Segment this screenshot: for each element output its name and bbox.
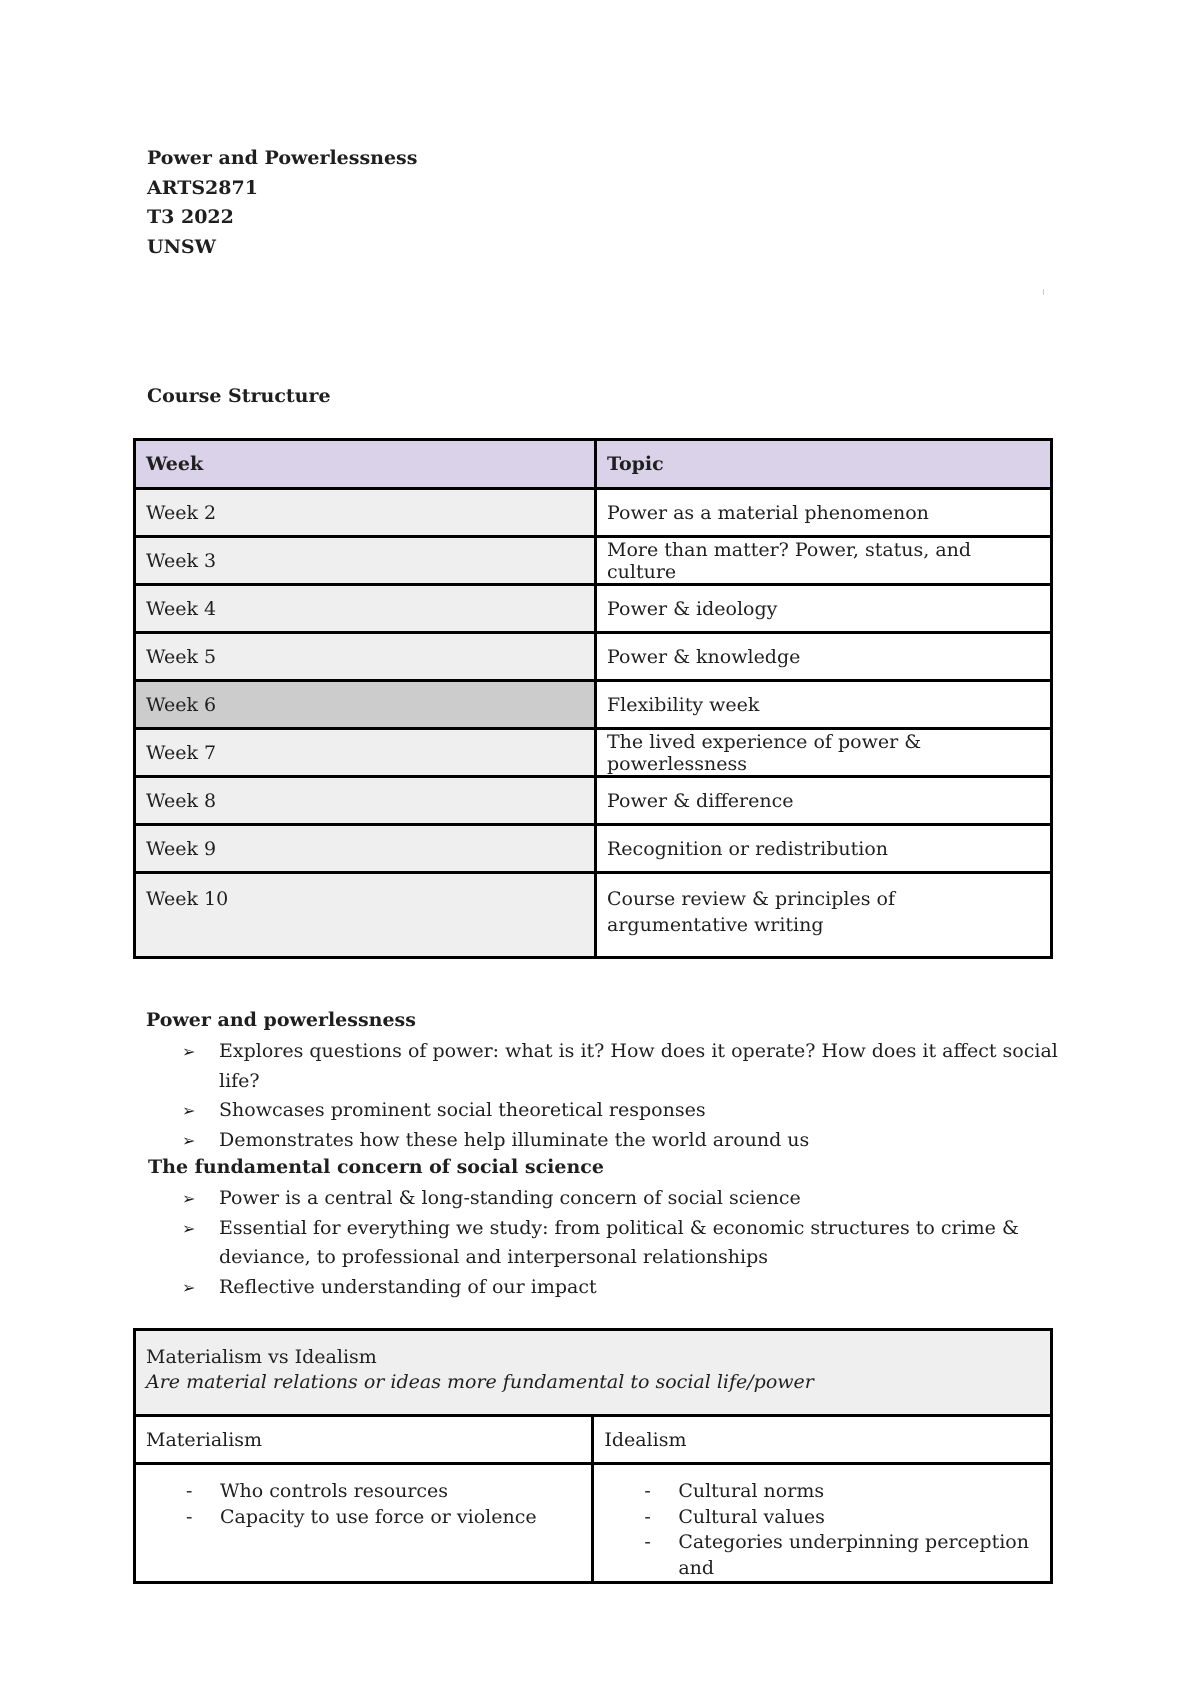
week-cell: Week 5 xyxy=(135,633,596,681)
dash-bullet-icon: - xyxy=(644,1505,651,1528)
table-subtitle: Are material relations or ideas more fundamental to social life/power xyxy=(146,1371,814,1393)
topic-cell: The lived experience of power & powerlessness xyxy=(596,729,1052,777)
stray-mark xyxy=(1043,289,1044,295)
table-row xyxy=(135,681,1052,729)
document-header xyxy=(147,144,417,262)
materialism-idealism-table xyxy=(133,1328,1053,1584)
week-cell: Week 6 xyxy=(135,681,596,729)
power-section-heading: Power and powerlessness xyxy=(146,1009,416,1031)
list-item: ➢ Reflective understanding of our impact xyxy=(146,1273,1076,1303)
dash-bullet-icon: - xyxy=(186,1480,193,1502)
topic-cell: Course review & principles of argumentative writing xyxy=(596,873,1052,958)
arrow-bullet-icon: ➢ xyxy=(182,1218,196,1238)
university-name: UNSW xyxy=(147,235,216,258)
list-item: - Who controls resources xyxy=(146,1479,581,1505)
table-row xyxy=(135,729,1052,777)
table-row xyxy=(135,1464,1052,1583)
idealism-list xyxy=(604,1479,1040,1581)
topic-cell: Recognition or redistribution xyxy=(596,825,1052,873)
materialism-cell xyxy=(135,1464,593,1583)
course-term: T3 2022 xyxy=(147,206,234,228)
week-cell: Week 7 xyxy=(135,729,596,777)
concern-bullet-list xyxy=(146,1184,1076,1302)
course-code: ARTS2871 xyxy=(147,176,258,199)
course-structure-heading: Course Structure xyxy=(147,385,331,407)
table-row xyxy=(135,777,1052,825)
table-row xyxy=(135,489,1052,537)
dash-bullet-icon: - xyxy=(186,1505,193,1528)
table-caption-row xyxy=(135,1330,1052,1416)
dash-bullet-icon: - xyxy=(644,1480,651,1502)
week-cell: Week 4 xyxy=(135,585,596,633)
list-item: ➢ Showcases prominent social theoretical responses xyxy=(146,1096,1076,1126)
topic-cell: Power & knowledge xyxy=(596,633,1052,681)
topic-cell: Flexibility week xyxy=(596,681,1052,729)
arrow-bullet-icon: ➢ xyxy=(182,1101,196,1120)
week-cell: Week 3 xyxy=(135,537,596,585)
list-item: ➢ Power is a central & long-standing concern of social science xyxy=(146,1184,1076,1214)
week-cell: Week 10 xyxy=(135,873,596,958)
arrow-bullet-icon: ➢ xyxy=(182,1277,196,1297)
materialism-column-header: Materialism xyxy=(135,1416,593,1464)
table-caption-cell xyxy=(135,1330,1052,1416)
list-item: - Capacity to use force or violence xyxy=(146,1505,581,1531)
week-cell: Week 8 xyxy=(135,777,596,825)
table-row xyxy=(135,633,1052,681)
list-item: ➢ Essential for everything we study: from political & economic structures to crime & deviance, to professional and interpersonal relationships xyxy=(146,1214,1076,1273)
materialism-list xyxy=(146,1479,581,1530)
table-row xyxy=(135,585,1052,633)
course-structure-table xyxy=(133,438,1053,959)
week-cell: Week 2 xyxy=(135,489,596,537)
topic-cell: Power & difference xyxy=(596,777,1052,825)
table-header-row xyxy=(135,440,1052,489)
week-cell: Week 9 xyxy=(135,825,596,873)
list-item: - Categories underpinning perception and xyxy=(644,1531,1029,1579)
table-title: Materialism vs Idealism xyxy=(146,1346,377,1368)
arrow-bullet-icon: ➢ xyxy=(182,1042,196,1061)
dash-bullet-icon: - xyxy=(644,1531,651,1553)
idealism-column-header: Idealism xyxy=(593,1416,1052,1464)
idealism-cell xyxy=(593,1464,1052,1583)
table-row xyxy=(135,873,1052,958)
list-item: ➢ Demonstrates how these help illuminate the world around us xyxy=(146,1126,1076,1156)
topic-column-header: Topic xyxy=(596,440,1052,489)
power-bullet-list xyxy=(146,1037,1076,1155)
list-item: - Cultural norms xyxy=(604,1479,1040,1505)
arrow-bullet-icon: ➢ xyxy=(182,1189,196,1208)
topic-cell: More than matter? Power, status, and culture xyxy=(596,537,1052,585)
week-column-header: Week xyxy=(135,440,596,489)
table-row xyxy=(135,537,1052,585)
course-title: Power and Powerlessness xyxy=(147,147,418,169)
list-item: ➢ Explores questions of power: what is it? How does it operate? How does it affect social life? xyxy=(146,1037,1076,1096)
table-header-row xyxy=(135,1416,1052,1464)
concern-section-heading: The fundamental concern of social science xyxy=(148,1156,604,1178)
table-row xyxy=(135,825,1052,873)
topic-cell: Power as a material phenomenon xyxy=(596,489,1052,537)
list-item: - Cultural values xyxy=(604,1505,1040,1531)
topic-cell: Power & ideology xyxy=(596,585,1052,633)
arrow-bullet-icon: ➢ xyxy=(182,1130,196,1150)
